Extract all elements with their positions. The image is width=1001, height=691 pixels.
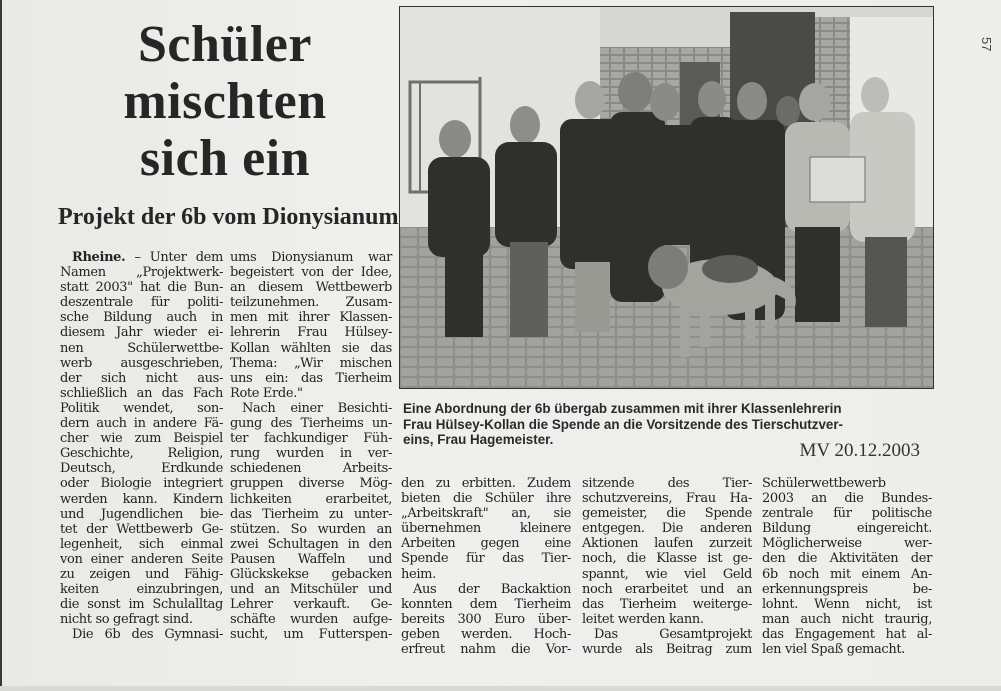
- text-line: Politik wendet, son-: [60, 400, 223, 416]
- text-line: rung wurden in ver-: [230, 446, 392, 462]
- text-line: von einer anderen Seite: [60, 551, 223, 567]
- text-line: das Tierheim weiterge-: [582, 596, 752, 612]
- text-line: statt 2003" hat die Bun-: [60, 280, 223, 296]
- text-line: „Arbeitskraft" an, sie: [401, 506, 571, 522]
- text-fragment: – Unter dem: [125, 250, 223, 265]
- text-line: schäfte wurden aufge-: [230, 612, 392, 628]
- text-line: und an Mitschüler und: [230, 582, 392, 598]
- text-line: heim.: [401, 566, 436, 582]
- text-line: sitzende des Tier-: [582, 476, 752, 491]
- scan-bottom-edge: [0, 686, 1001, 691]
- text-line: lohnt. Wenn nicht, ist: [762, 596, 932, 612]
- text-line: deszentrale für politi-: [60, 295, 223, 311]
- text-line: 6b noch mit einem An-: [762, 566, 932, 582]
- text-line: werden kann. Kindern: [60, 491, 223, 507]
- text-line: dern auch in andere Fä-: [60, 416, 223, 432]
- scan-edge: [0, 0, 2, 691]
- text-line: Pausen Waffeln und: [230, 551, 392, 567]
- text-line: sche Bildung auch in: [60, 310, 223, 326]
- text-line: das Engagement hat al-: [762, 626, 932, 642]
- text-line: wurde als Beitrag zum: [582, 642, 752, 658]
- text-line: nen Schülerwettbe-: [60, 340, 223, 356]
- text-line: zu zeigen und Fähig-: [60, 566, 223, 582]
- article-column-2: [230, 250, 392, 642]
- text-line: die sonst im Schulalltag: [60, 597, 223, 613]
- text-line: übernehmen kleinere: [401, 521, 571, 537]
- text-line: Namen „Projektwerk-: [60, 265, 223, 281]
- text-line: schließlich an das Fach: [60, 385, 223, 401]
- text-line: cher wie zum Beispiel: [60, 431, 223, 447]
- text-line: len viel Spaß gemacht.: [762, 642, 906, 658]
- text-line: gruppen diverse Mög-: [230, 476, 392, 492]
- headline-line: mischten: [123, 73, 327, 130]
- text-line: Lehrer verkauft. Ge-: [230, 597, 392, 613]
- text-line: [60, 250, 223, 265]
- text-line: an diesem Wettbewerb: [230, 280, 392, 296]
- text-line: lichkeiten erarbeitet,: [230, 491, 392, 507]
- text-line: stützen. So wurden an: [230, 521, 392, 537]
- caption-line: Frau Hülsey-Kollan die Spende an die Vorsitzende des Tierschutzver-: [403, 416, 844, 432]
- text-line: werb ausgeschrieben,: [60, 355, 223, 371]
- text-line: bieten die Schüler ihre: [401, 491, 571, 507]
- text-line: geben werden. Hoch-: [401, 626, 571, 642]
- group-photo-illustration: [400, 7, 934, 389]
- text-line: leitet werden kann.: [582, 611, 704, 627]
- text-line: gung des Tierheims un-: [230, 416, 392, 432]
- text-line: schutzvereins, Frau Ha-: [582, 491, 752, 507]
- text-line: Aus der Backaktion: [413, 581, 571, 597]
- text-line: ter fachkundiger Füh-: [230, 431, 392, 447]
- text-line: der sich nicht aus-: [60, 370, 223, 386]
- text-line: Möglicherweise wer-: [762, 536, 932, 552]
- text-line: Bildung eingereicht.: [762, 521, 932, 537]
- article-column-4: [582, 476, 752, 657]
- text-line: den die Aktivitäten der: [762, 551, 932, 567]
- text-line: und Jugendlichen bie-: [60, 506, 223, 522]
- headline: [100, 16, 350, 187]
- article-photo: [399, 6, 934, 389]
- text-line: Das Gesamtprojekt: [594, 626, 752, 642]
- dateline: Rheine.: [72, 250, 126, 265]
- article-column-3: [401, 476, 571, 657]
- text-line: diesem Jahr wieder ei-: [60, 325, 223, 341]
- headline-line: Schüler: [138, 16, 312, 73]
- text-line: Glückskekse gebacken: [230, 566, 392, 582]
- text-line: 2003 an die Bundes-: [762, 491, 932, 507]
- text-line: tet der Wettbewerb Ge-: [60, 521, 223, 537]
- subheadline: Projekt der 6b vom Dionysianum: [58, 204, 399, 230]
- text-line: Thema: „Wir mischen: [230, 355, 392, 371]
- text-line: das Tierheim zu unter-: [230, 506, 392, 522]
- text-line: Arbeiten gegen eine: [401, 536, 571, 552]
- text-line: Die 6b des Gymnasi-: [72, 627, 223, 643]
- text-line: lehrerin Frau Hülsey-: [230, 325, 392, 341]
- text-line: zwei Schultagen in den: [230, 536, 392, 552]
- text-line: Spende für das Tier-: [401, 551, 571, 567]
- caption-line: eins, Frau Hagemeister.: [403, 432, 554, 447]
- text-line: uns ein: das Tierheim: [230, 370, 392, 386]
- article-column-5: [762, 476, 932, 657]
- text-line: oder Biologie integriert: [60, 476, 223, 492]
- text-line: Geschichte, Religion,: [60, 446, 223, 462]
- text-line: den zu erbitten. Zudem: [401, 476, 571, 491]
- text-line: ums Dionysianum war: [230, 250, 392, 265]
- text-line: man auch nicht traurig,: [762, 611, 932, 627]
- source-date: MV 20.12.2003: [799, 440, 920, 461]
- headline-line: sich ein: [139, 130, 311, 187]
- text-line: begeistert von der Idee,: [230, 265, 392, 281]
- text-line: legenheit, sich einmal: [60, 536, 223, 552]
- text-line: entgegen. Die anderen: [582, 521, 752, 537]
- text-line: teilzunehmen. Zusam-: [230, 295, 392, 311]
- text-line: erkennungspreis be-: [762, 581, 932, 597]
- text-line: spannt, wie viel Geld: [582, 566, 752, 582]
- text-line: sucht, um Futterspen-: [230, 627, 392, 643]
- text-line: zentrale für politische: [762, 506, 932, 522]
- text-line: noch, die Klasse ist ge-: [582, 551, 752, 567]
- text-line: nicht so gefragt sind.: [60, 612, 193, 628]
- article-column-1: [60, 250, 223, 642]
- text-line: bereits 300 Euro über-: [401, 611, 571, 627]
- text-line: Nach einer Besichti-: [242, 400, 392, 416]
- text-line: konnten dem Tierheim: [401, 596, 571, 612]
- text-line: keiten einzubringen,: [60, 582, 223, 598]
- text-line: Kollan wählten sie das: [230, 340, 392, 356]
- text-line: Aktionen laufen zurzeit: [582, 536, 752, 552]
- text-line: Schülerwettbewerb: [762, 476, 886, 491]
- text-line: schiedenen Arbeits-: [230, 461, 392, 477]
- text-line: gemeister, die Spende: [582, 506, 752, 522]
- text-line: men mit ihrer Klassen-: [230, 310, 392, 326]
- text-line: Deutsch, Erdkunde: [60, 461, 223, 477]
- page-number: 57: [979, 37, 994, 52]
- caption-line: Eine Abordnung der 6b übergab zusammen mit ihrer Klassenlehrerin: [403, 401, 842, 416]
- text-line: noch erarbeitet und an: [582, 581, 752, 597]
- text-line: Rote Erde.": [230, 385, 303, 401]
- text-line: erfreut nahm die Vor-: [401, 642, 571, 658]
